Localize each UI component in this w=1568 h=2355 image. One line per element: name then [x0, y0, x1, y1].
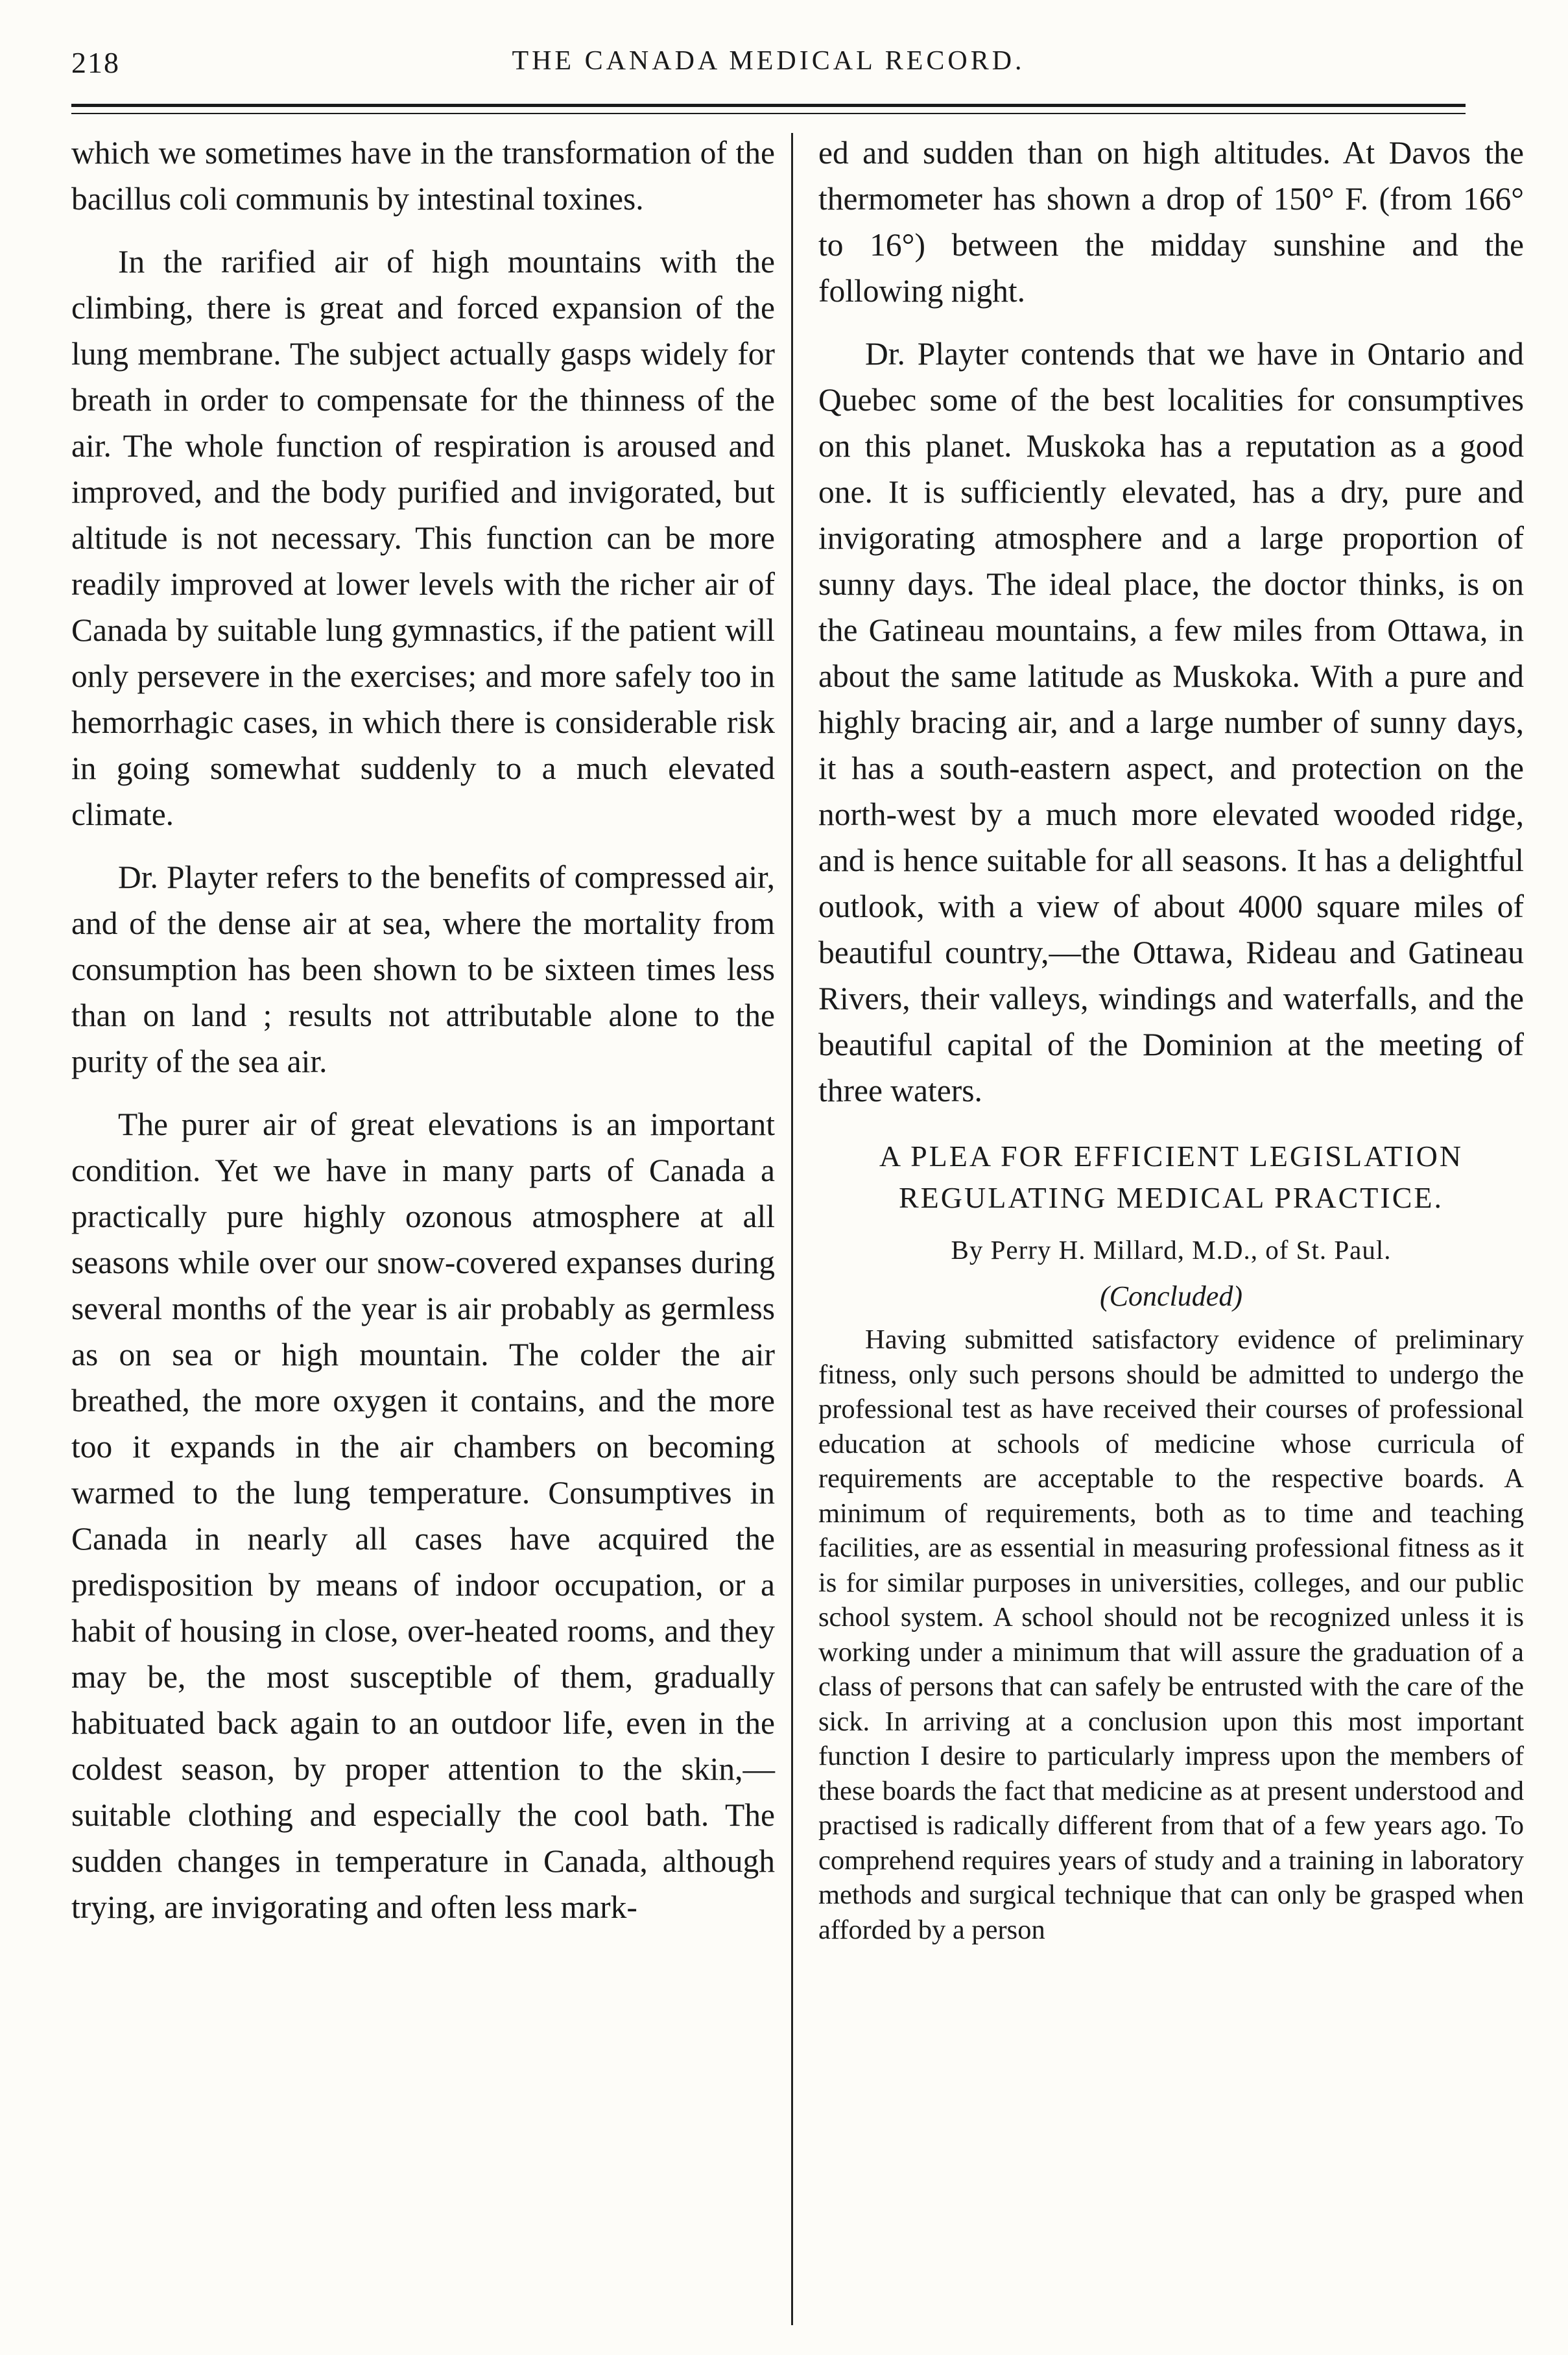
right-column [818, 130, 1524, 1964]
paragraph: Dr. Playter contends that we have in Ontario and Quebec some of the best localities for consumptives on this planet. Muskoka has a reputation as a good one. It is sufficiently elevated, has a dry, pure and invigorating atmosphere and a large proportion of sunny days. The ideal place, the doctor thinks, is on the Gatineau mountains, a few miles from Ottawa, in about the same latitude as Muskoka. With a pure and highly bracing air, and a large number of sunny days, it has a south-eastern aspect, and protection on the north-west by a much more elevated wooded ridge, and is hence suitable for all seasons. It has a delightful outlook, with a view of about 4000 square miles of beautiful country,—the Ottawa, Rideau and Gatineau Rivers, their valleys, windings and waterfalls, and the beautiful capital of the Dominion at the meeting of three waters. [818, 336, 1524, 1108]
article-title-line: A PLEA FOR EFFICIENT LEGISLATION [879, 1140, 1464, 1173]
paragraph: which we sometimes have in the transformation of the bacillus coli communis by intestinal toxines. [71, 135, 775, 217]
paragraph: ed and sudden than on high altitudes. At Davos the thermometer has shown a drop of 150° F. (from 166° to 16°) between the midday sunshine and the following night. [818, 135, 1524, 309]
header-rule-thin [71, 113, 1466, 114]
paragraph: In the rarified air of high mountains with the climbing, there is great and forced expansion of the lung membrane. The subject actually gasps widely for breath in order to compensate for the thinness of the air. The whole function of respiration is aroused and improved, and the body purified and invigorated, but altitude is not necessary. This function can be more readily improved at lower levels with the richer air of Canada by suitable lung gymnastics, if the patient will only persevere in the exercises; and more safely too in hemorrhagic cases, in which there is considerable risk in going somewhat suddenly to a much elevated climate. [71, 244, 775, 832]
article-title [818, 1136, 1524, 1219]
column-divider [791, 133, 793, 2325]
left-column [71, 130, 775, 1947]
paragraph: Dr. Playter refers to the benefits of compressed air, and of the dense air at sea, where the mortality from consumption has been shown to be sixteen times less than on land ; results not attributable alone to the purity of the sea air. [71, 859, 775, 1079]
header-rule-thick [71, 104, 1466, 107]
article-status: (Concluded) [1100, 1280, 1242, 1312]
article-byline: By Perry H. Millard, M.D., of St. Paul. [951, 1235, 1392, 1265]
paragraph: The purer air of great elevations is an important condition. Yet we have in many parts of Canada a practically pure highly ozonous atmosphere at all seasons while over our snow-covered expanses during several months of the year is air probably as germless as on sea or high mountain. The colder the air breathed, the more oxygen it contains, and the more too it expands in the air chambers on becoming warmed to the lung temperature. Consumptives in Canada in nearly all cases have acquired the predisposition by means of indoor occupation, or a habit of housing in close, over-heated rooms, and they may be, the most susceptible of them, gradually habituated back again to an outdoor life, even in the coldest season, by proper attention to the skin,—suitable clothing and especially the cool bath. The sudden changes in temperature in Canada, although trying, are invigorating and often less mark- [71, 1106, 775, 1925]
article-body: Having submitted satisfactory evidence of preliminary fitness, only such persons should be admitted to undergo the professional test as have received their courses of professional education at schools of medicine whose curricula of requirements are acceptable to the respective boards. A minimum of requirements, both as to time and teaching facilities, are as essential in measuring professional fitness as it is for similar purposes in universities, colleges, and our public school system. A school should not be recognized unless it is working under a minimum that will assure the graduation of a class of persons that can safely be entrusted with the care of the sick. In arriving at a conclusion upon this most important function I desire to particularly impress upon the members of these boards the fact that medicine as at present understood and practised is radically different from that of a few years ago. To comprehend requires years of study and a training in laboratory methods and surgical technique that can only be grasped when afforded by a person [818, 1324, 1524, 1945]
page-number: 218 [71, 46, 120, 79]
running-head: THE CANADA MEDICAL RECORD. [512, 46, 1025, 76]
page-header [71, 45, 1466, 91]
article-title-line: REGULATING MEDICAL PRACTICE. [899, 1181, 1443, 1214]
